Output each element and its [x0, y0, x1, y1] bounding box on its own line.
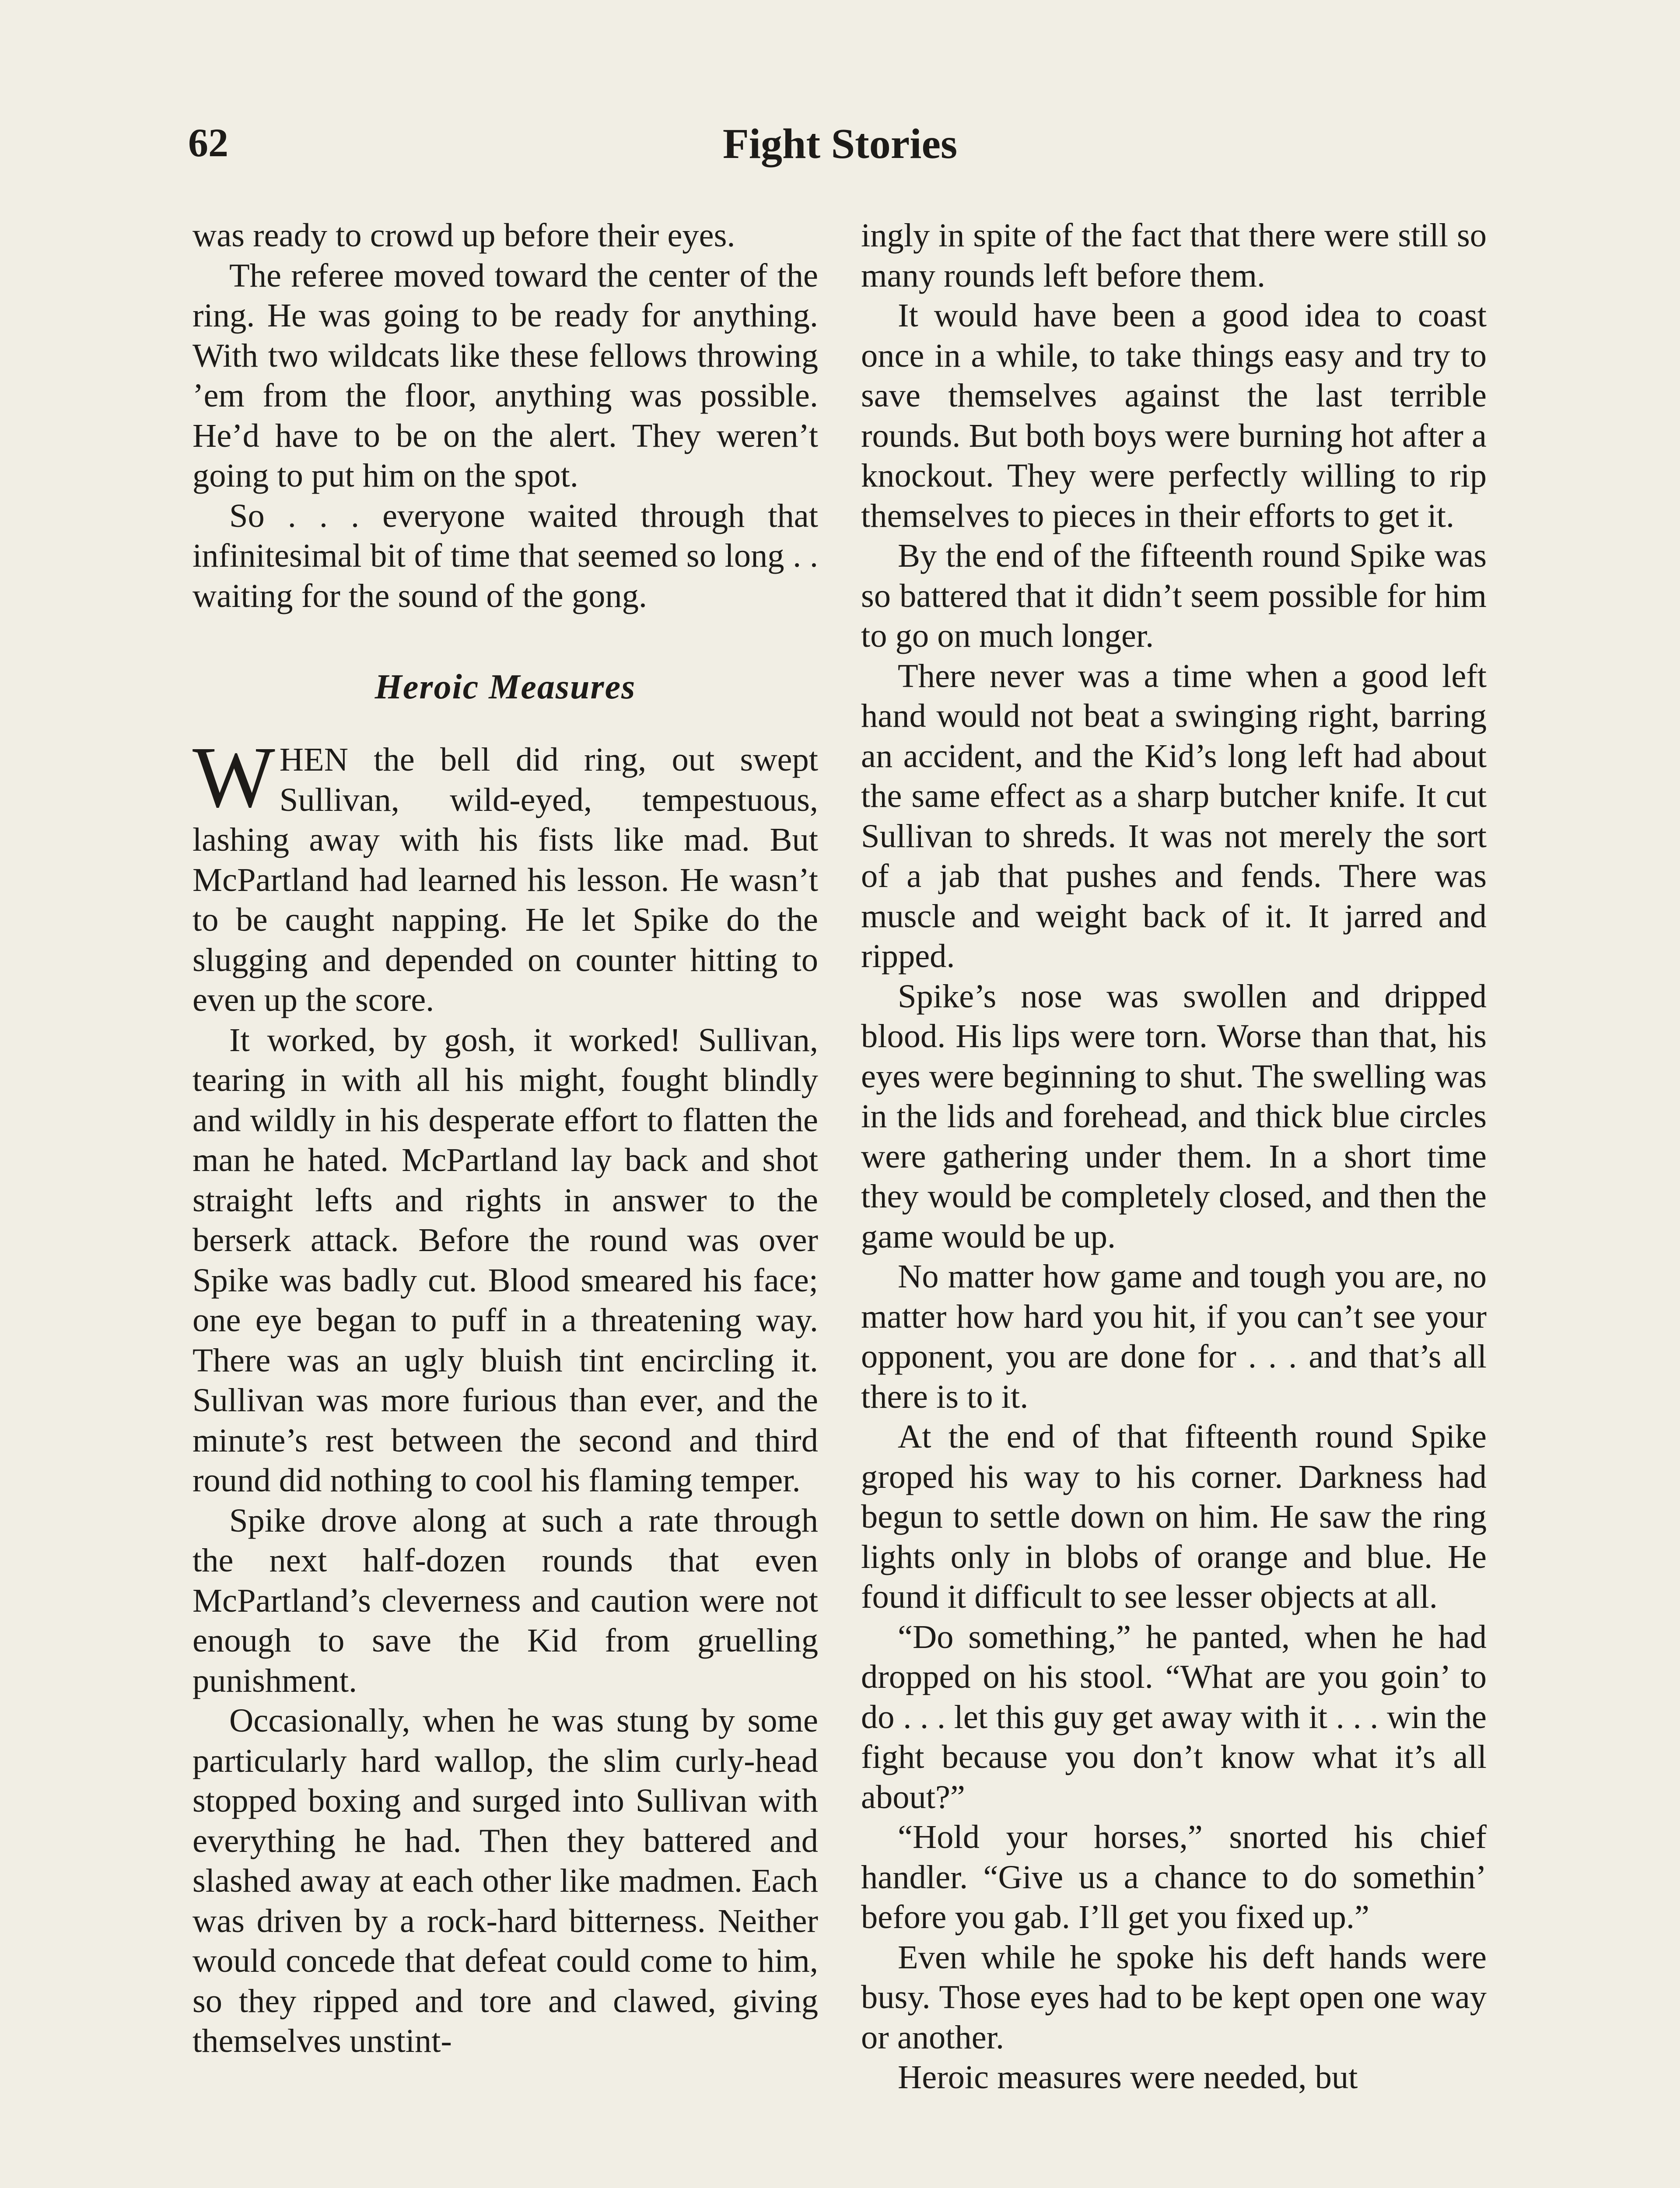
paragraph: Occasionally, when he was stung by some particularly hard wallop, the slim curly-head stopped boxing and surged into Sullivan with everything he had. Then they battered and slashed away at each other like madmen. Each was driven by a rock-hard bitterness. Neither would concede that defeat could come to him, so they ripped and tore and clawed, giving themselves unstint- — [192, 1702, 818, 2059]
paragraph: “Hold your horses,” snorted his chief handler. “Give us a chance to do somethin’ before you gab. I’ll get you fixed up.” — [861, 1818, 1487, 1936]
paragraph: So . . . everyone waited through that infinitesimal bit of time that seemed so long . . waiting for the sound of the gong. — [192, 497, 818, 614]
paragraph: At the end of that fifteenth round Spike groped his way to his corner. Darkness had begun to settle down on him. He saw the ring lights only in blobs of orange and blue. He found it difficult to see lesser objects at all. — [861, 1418, 1487, 1615]
paragraph: Heroic measures were needed, but — [898, 2058, 1358, 2096]
paragraph: No matter how game and tough you are, no matter how hard you hit, if you can’t see your opponent, you are done for . . . and that’s all there is to it. — [861, 1258, 1487, 1415]
paragraph-text: HEN the bell did ring, out swept Sullivan, wild-eyed, tempestuous, lashing away with his fists like mad. But McPartland had learned his lesson. He wasn’t to be caught napping. He let Spike do the slugging and depended on counter hitting to even up the score. — [192, 741, 818, 1018]
paragraph: “Do something,” he panted, when he had dropped on his stool. “What are you goin’ to do . . . let this guy get away with it . . . win the fight because you don’t know what it’s all about?” — [861, 1618, 1487, 1816]
right-column — [861, 215, 1487, 2097]
paragraph: By the end of the fifteenth round Spike was so battered that it didn’t seem possible for him to go on much longer. — [861, 537, 1487, 654]
drop-cap: W — [192, 729, 275, 826]
magazine-title: Fight Stories — [722, 120, 958, 168]
paragraph: The referee moved toward the center of the ring. He was going to be ready for anything. With two wildcats like these fellows throwing ’em from the floor, anything was possible. He’d have to be on the alert. They weren’t going to put him on the spot. — [192, 256, 818, 494]
paragraph: Spike’s nose was swollen and dripped blood. His lips were torn. Worse than that, his eyes were beginning to shut. The swelling was in the lids and forehead, and thick blue circles were gathering under them. In a short time they would be completely closed, and then the game would be up. — [861, 977, 1487, 1255]
paragraph: Spike drove along at such a rate through the next half-dozen rounds that even McPartland’s cleverness and caution were not enough to save the Kid from gruelling punishment. — [192, 1501, 818, 1699]
section-heading: Heroic Measures — [374, 668, 636, 706]
paragraph: Even while he spoke his deft hands were busy. Those eyes had to be kept open one way or another. — [861, 1938, 1487, 2056]
page-number: 62 — [188, 120, 228, 165]
paragraph: ingly in spite of the fact that there were still so many rounds left before them. — [861, 217, 1487, 294]
left-column — [192, 215, 818, 2061]
paragraph: It worked, by gosh, it worked! Sullivan, tearing in with all his might, fought blindly and wildly in his desperate effort to flatten the man he hated. McPartland lay back and shot straight lefts and rights in answer to the berserk attack. Before the round was over Spike was badly cut. Blood smeared his face; one eye began to puff in a threatening way. There was an ugly bluish tint encircling it. Sullivan was more furious than ever, and the minute’s rest between the second and third round did nothing to cool his flaming temper. — [192, 1021, 818, 1499]
paragraph: It would have been a good idea to coast once in a while, to take things easy and try to save themselves against the last terrible rounds. But both boys were burning hot after a knockout. They were perfectly willing to rip themselves to pieces in their efforts to get it. — [861, 297, 1487, 534]
paragraph: There never was a time when a good left hand would not beat a swinging right, barring an accident, and the Kid’s long left had about the same effect as a sharp butcher knife. It cut Sullivan to shreds. It was not merely the sort of a jab that pushes and fends. There was muscle and weight back of it. It jarred and ripped. — [861, 657, 1487, 975]
paragraph: was ready to crowd up before their eyes. — [192, 217, 735, 254]
paragraph-with-dropcap — [192, 729, 818, 1020]
